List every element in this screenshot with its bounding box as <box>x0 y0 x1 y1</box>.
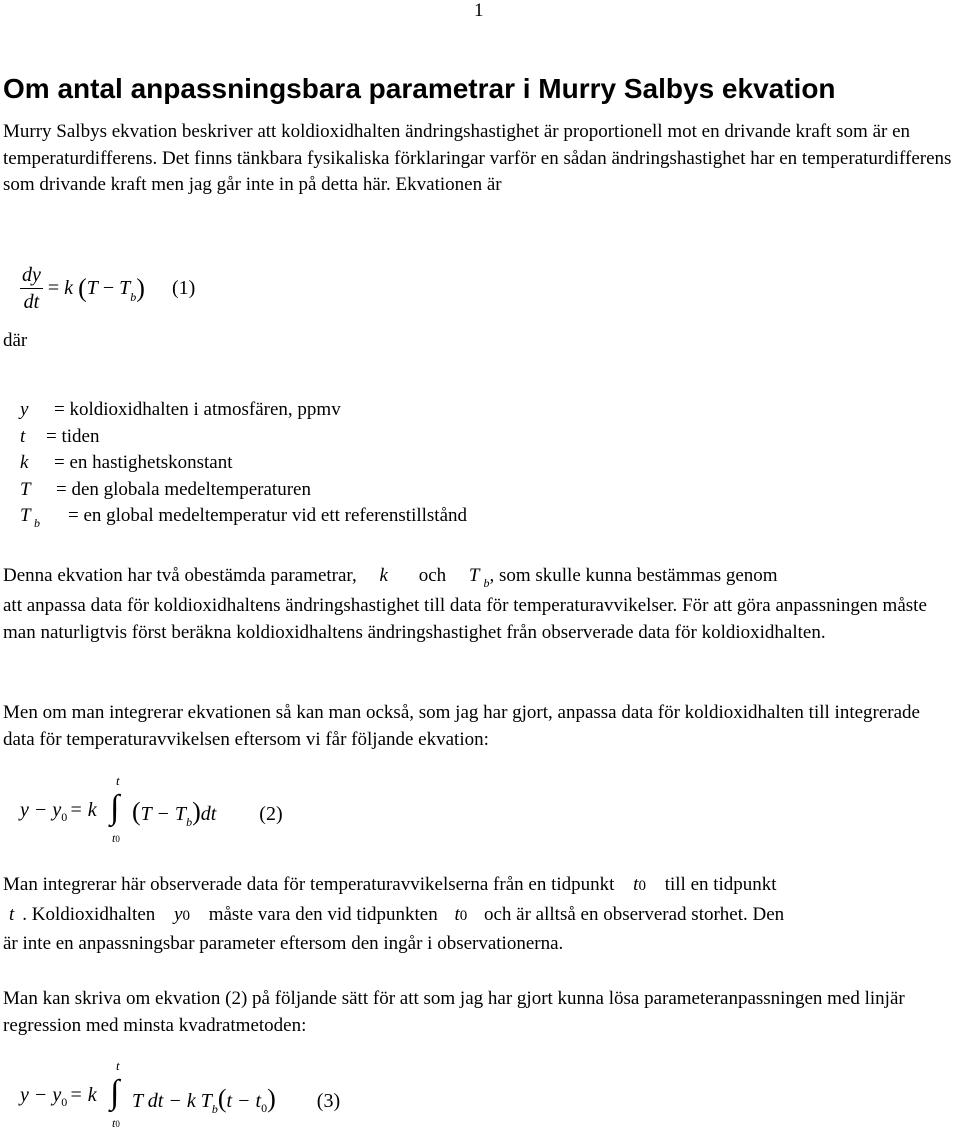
parameters-paragraph-line1: Denna ekvation har två obestämda parametrar, k och T $_b$, som skulle kunna bestämmas genom <box>3 565 778 590</box>
rate-constant-symbol: k <box>64 277 74 299</box>
integral-lower-limit: t0 <box>112 1116 120 1130</box>
subscript-b: b <box>130 290 137 305</box>
equation-number: (2) <box>259 803 283 825</box>
observation-paragraph-line3: är inte en anpassningsbar parameter eftersom den ingår i observationerna. <box>3 933 564 954</box>
intro-paragraph: Murry Salbys ekvation beskriver att koldioxidhalten ändringshastighet är proportionell mot en drivande kraft som är en temperaturdifferens. Det finns tänkbara fysikaliska förklaringar varför en sådan ändringshastighet har en temperaturdifferens som drivande kraft men jag går inte in på detta här. Ekvationen är <box>3 121 952 196</box>
temperature-symbol: T <box>86 277 98 299</box>
equation-number: (3) <box>316 1090 341 1112</box>
dar-label: där <box>3 330 28 351</box>
observation-paragraph-line1: Man integrerar här observerade data för temperaturavvikelserna från en tidpunkt t0 till en tidpunkt <box>3 874 777 895</box>
definition-item: t = tiden <box>20 425 100 447</box>
definition-item: y = koldioxidhalten i atmosfären, ppmv <box>20 399 341 420</box>
integral-upper-limit: t <box>116 1058 120 1073</box>
derivative-fraction <box>20 262 43 315</box>
integral-upper-limit: t <box>116 773 120 788</box>
page-number: 1 <box>474 0 484 21</box>
definition-list <box>20 397 467 537</box>
equation-number: (1) <box>171 277 196 299</box>
fraction-numerator: dy <box>20 262 43 289</box>
reference-temperature-symbol: T <box>119 277 131 299</box>
definition-item: T b = en global medeltemperatur vid ett referenstillstånd <box>20 505 468 531</box>
integral-lower-limit: t0 <box>112 831 120 845</box>
page-title: Om antal anpassningsbara parametrar i Murry Salbys ekvation <box>3 73 836 104</box>
integration-paragraph: Men om man integrerar ekvationen så kan man också, som jag har gjort, anpassa data för koldioxidhalten till integrerade data för temperaturavvikelsen eftersom vi får följande ekvation: <box>3 702 920 750</box>
definition-item: k = en hastighetskonstant <box>20 452 233 474</box>
integral-sign: ∫ <box>110 1074 120 1111</box>
observation-paragraph-line2: t . Koldioxidhalten y0 måste vara den vid tidpunkten t0 och är alltså en observerad storhet. Den <box>9 904 785 925</box>
fraction-denominator: dt <box>23 291 40 313</box>
parameters-paragraph-rest: att anpassa data för koldioxidhaltens ändringshastighet till data för temperaturavvikelser. För att göra anpassningen måste man naturligtvis först beräkna koldioxidhaltens ändringshastighet från observerade data för koldioxidhalten. <box>3 595 927 643</box>
integral-sign: ∫ <box>110 789 120 826</box>
regression-paragraph: Man kan skriva om ekvation (2) på följande sätt för att som jag har gjort kunna lösa parameteranpassningen med linjär regression med minsta kvadratmetoden: <box>3 988 905 1036</box>
definition-item: T = den globala medeltemperaturen <box>20 478 311 500</box>
equation-1: $\frac{dy}{dt}$ = k $(T - T_b)$ (1) <box>22 264 196 313</box>
